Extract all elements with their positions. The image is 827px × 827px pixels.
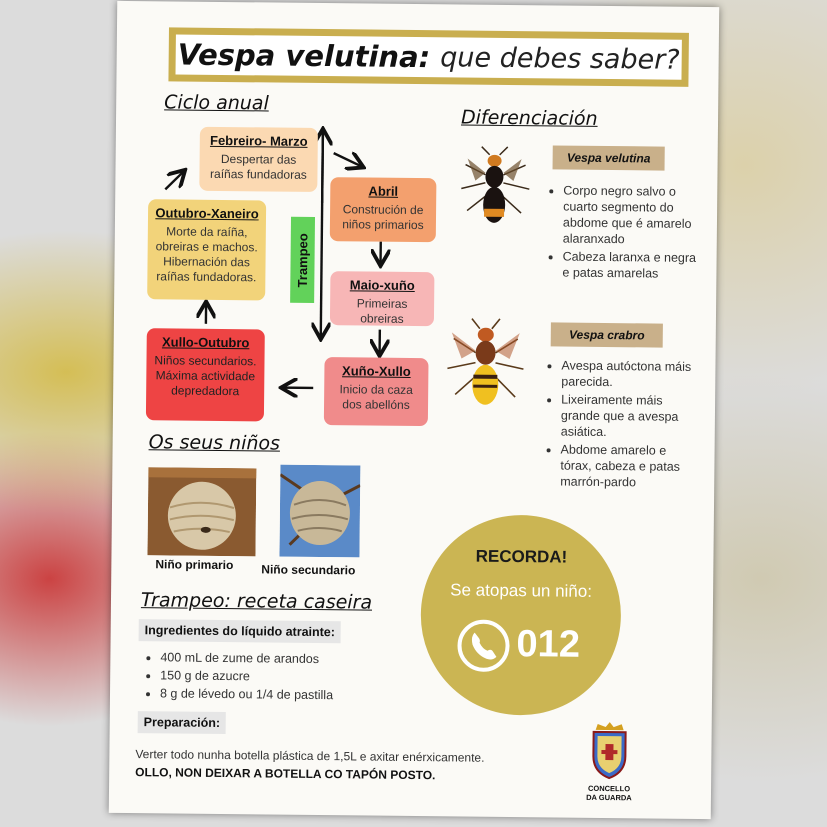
stage-title: Outubro-Xaneiro — [155, 205, 259, 222]
title-bold: Vespa velutina: — [177, 37, 431, 75]
ingredients-label: Ingredientes do líquido atrainte: — [139, 619, 342, 643]
ingredients-list — [144, 649, 421, 706]
list-item: • 8 g de lévedo ou 1/4 de pastilla — [160, 685, 420, 704]
velutina-bullets — [546, 182, 698, 284]
recorda-number: 012 — [516, 623, 581, 666]
vespa-velutina-image — [455, 144, 536, 245]
poster-sheet — [109, 1, 719, 819]
crest-line2: DA GUARDA — [586, 792, 632, 803]
stage-title: Xullo-Outubro — [161, 334, 250, 351]
primary-nest-image — [147, 467, 256, 556]
stage-text: Primeiras obreiras — [356, 296, 408, 326]
warning-text: OLLO, NON DEIXAR A BOTELLA CO TAPÓN POSTO. — [135, 765, 436, 783]
arrow-up-left — [165, 171, 183, 189]
stage-text: Morte da raíña, obreiras e machos. Hibernación das raíñas fundadoras. — [155, 224, 258, 285]
stage-outubro-xaneiro — [147, 199, 266, 300]
arrow-right-1 — [334, 153, 362, 166]
crest-caption — [579, 784, 639, 803]
secondary-nest-caption: Niño secundario — [261, 562, 356, 578]
vespa-crabro-image — [443, 316, 528, 421]
list-item: • Lixeiramente máis grande que a avespa asiática. — [561, 392, 701, 441]
title-light: que debes saber? — [440, 41, 680, 76]
stage-text: Construción de niños primarios — [342, 202, 424, 233]
list-item: • 400 mL de zume de arandos — [160, 649, 420, 668]
phone-icon — [456, 618, 511, 673]
nests-heading: Os seus niños — [148, 431, 281, 455]
list-item: • Avespa autóctona máis parecida. — [561, 358, 701, 391]
crabro-bullets — [544, 357, 701, 493]
stage-text: Inicio da caza dos abellóns — [339, 382, 413, 412]
recorda-subtitle: Se atopas un niño: — [450, 580, 593, 601]
recorda-title: RECORDA! — [475, 546, 568, 567]
stage-title: Maio-xuño — [349, 277, 415, 294]
stage-xuno-xullo — [324, 357, 429, 426]
trampeo-tag — [290, 217, 315, 303]
list-item: • Abdome amarelo e tórax, cabeza e patas marrón-pardo — [560, 442, 700, 491]
concello-crest-icon — [587, 722, 632, 782]
title-banner — [168, 27, 689, 86]
recipe-heading: Trampeo: receta caseira — [140, 589, 373, 614]
prep-text: Verter todo nunha botella plástica de 1,5L e axitar enérxicamente. — [135, 747, 485, 765]
crest-line1: CONCELLO — [587, 783, 631, 794]
velutina-label: Vespa velutina — [553, 145, 665, 170]
recorda-circle — [420, 514, 622, 716]
stage-title: Xuño-Xullo — [342, 363, 411, 379]
trampeo-label: Trampeo — [294, 232, 311, 287]
trampeo-arrow-up — [322, 131, 323, 203]
cycle-heading: Ciclo anual — [164, 91, 269, 115]
stage-title: Abril — [368, 183, 399, 199]
stage-maio-xuno — [330, 271, 435, 326]
trampeo-arrow-down — [321, 133, 323, 337]
stage-abril — [330, 177, 437, 242]
list-item: • 150 g de azucre — [160, 667, 420, 686]
secondary-nest-image — [279, 465, 360, 558]
stage-text: Despertar das raíñas fundadoras — [210, 151, 307, 182]
stage-text: Niños secundarios. Máxima actividade depredadora — [154, 353, 257, 399]
list-item: • Corpo negro salvo o cuarto segmento do abdome que é amarelo alaranxado — [563, 183, 699, 248]
stage-febreiro-marzo — [199, 127, 318, 192]
diff-heading: Diferenciación — [460, 106, 598, 130]
primary-nest-caption: Niño primario — [155, 557, 234, 573]
stage-title: Febreiro- Marzo — [209, 132, 308, 149]
stage-xullo-outubro — [146, 328, 265, 421]
list-item: • Cabeza laranxa e negra e patas amarelas — [562, 249, 697, 282]
crabro-label: Vespa crabro — [551, 322, 663, 347]
prep-label: Preparación: — [138, 711, 227, 734]
